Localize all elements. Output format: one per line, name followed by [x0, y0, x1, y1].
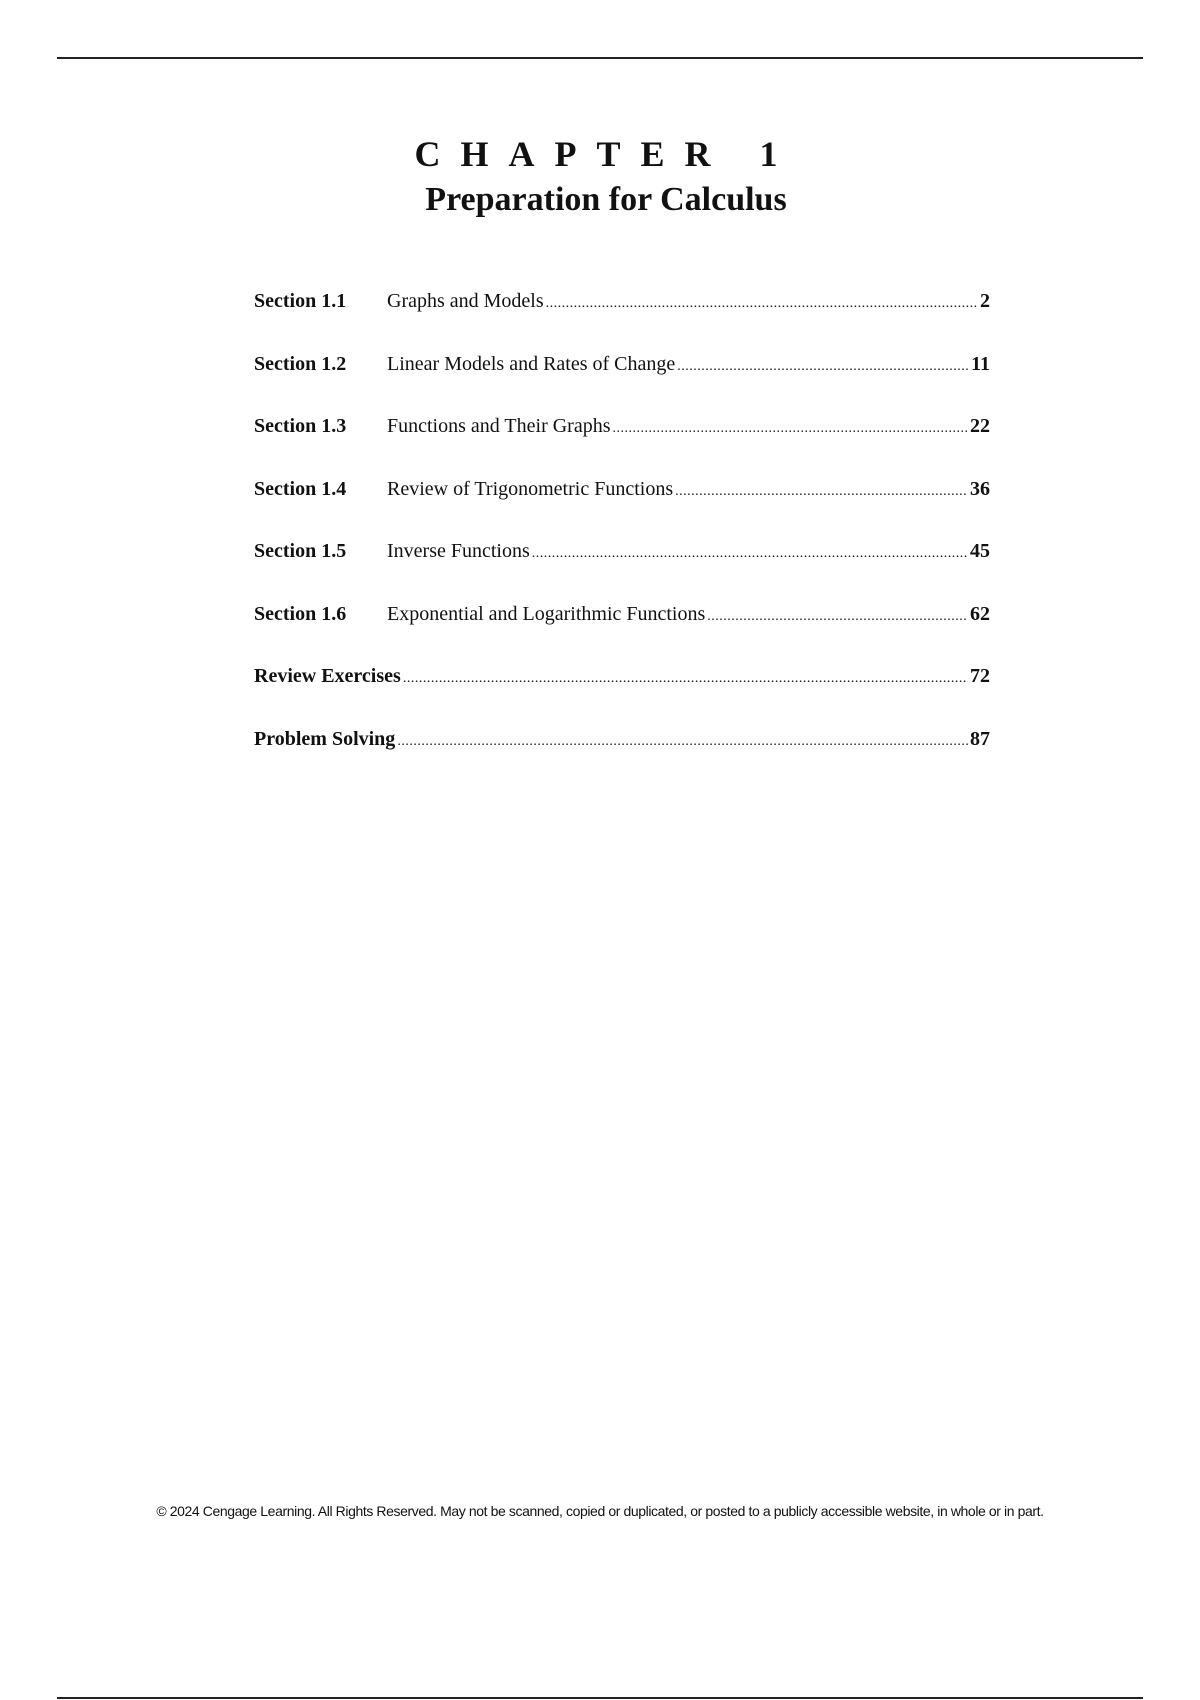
bottom-rule	[57, 1697, 1143, 1699]
toc-dot-leader	[403, 671, 968, 687]
toc-section-label: Section 1.4	[254, 477, 347, 500]
toc-dot-leader	[613, 421, 969, 437]
toc-entry-section-1-3[interactable]	[254, 415, 990, 478]
chapter-heading: CHAPTER 1	[414, 134, 798, 174]
toc-section-label: Section 1.1	[254, 290, 347, 312]
toc-entry-section-1-6[interactable]	[254, 603, 990, 666]
toc-section-label: Review Exercises	[254, 665, 401, 687]
toc-section-label: Section 1.2	[254, 352, 347, 375]
toc-dot-leader	[675, 484, 968, 500]
toc-section-title: Graphs and Models	[387, 290, 544, 312]
toc-page-number: 22	[970, 415, 990, 437]
toc-section-label: Problem Solving	[254, 727, 396, 750]
toc-section-title: Inverse Functions	[387, 540, 530, 562]
toc-page-number: 62	[970, 602, 990, 625]
toc-section-label: Section 1.3	[254, 415, 347, 437]
toc-page-number: 87	[970, 727, 990, 750]
copyright-notice: © 2024 Cengage Learning. All Rights Reserved. May not be scanned, copied or duplicated, or posted to a publicly accessible website, in whole or in part.	[156, 1503, 1044, 1519]
toc-dot-leader	[707, 609, 968, 625]
toc-entry-section-1-2[interactable]	[254, 353, 990, 416]
toc-dot-leader	[677, 359, 969, 375]
chapter-title: Preparation for Calculus	[425, 181, 787, 218]
toc-section-label: Section 1.6	[254, 602, 347, 625]
toc-page-number: 72	[970, 665, 990, 687]
toc-page-number: 45	[970, 540, 990, 562]
toc-section-title: Linear Models and Rates of Change	[387, 352, 676, 375]
toc-page-number: 2	[980, 290, 990, 312]
toc-dot-leader	[397, 734, 968, 750]
toc-section-title: Functions and Their Graphs	[387, 415, 611, 437]
toc-page-number: 11	[971, 352, 990, 375]
toc-dot-leader	[546, 296, 978, 312]
table-of-contents	[254, 290, 990, 790]
toc-section-title: Exponential and Logarithmic Functions	[387, 602, 706, 625]
toc-entry-problem-solving[interactable]	[254, 728, 990, 791]
toc-section-title: Review of Trigonometric Functions	[387, 477, 674, 500]
toc-page-number: 36	[970, 477, 990, 500]
toc-entry-review-exercises[interactable]	[254, 665, 990, 728]
toc-entry-section-1-1[interactable]	[254, 290, 990, 353]
top-rule	[57, 57, 1143, 59]
toc-dot-leader	[532, 546, 968, 562]
toc-entry-section-1-4[interactable]	[254, 478, 990, 541]
toc-section-label: Section 1.5	[254, 540, 347, 562]
toc-entry-section-1-5[interactable]	[254, 540, 990, 603]
